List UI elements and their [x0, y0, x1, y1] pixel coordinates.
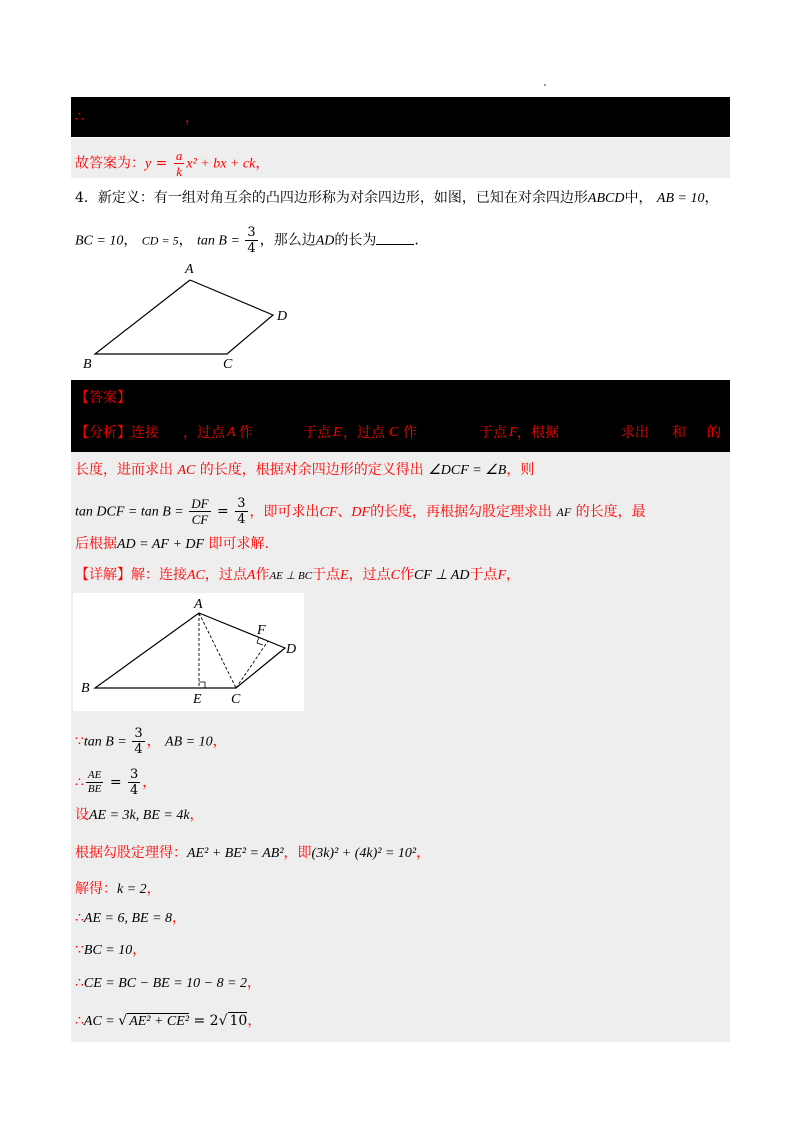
problem-line-1: 4．新定义：有一组对角互余的凸四边形称为对余四边形，如图，已知在对余四边形ABCD中， AB = 10，	[75, 190, 719, 206]
label-f: F	[257, 623, 266, 638]
label-b: B	[83, 357, 92, 372]
analysis-line-1: 长度，进而求出 AC 的长度，根据对余四边形的定义得出 ∠DCF = ∠B，则	[75, 462, 535, 478]
altitude-cf	[236, 641, 268, 688]
label-e: E	[193, 692, 202, 707]
bar-comma: ，	[185, 110, 199, 126]
quadrilateral-abcd	[95, 280, 273, 354]
analysis-line-2: tan DCF = tan B = $\frac{DF}{CF}$ = $\frac{3}{4}$ ，即可求出CF、DF的长度，再根据勾股定理求出 AF 的长度，最	[75, 496, 646, 527]
answer-blank	[376, 230, 414, 245]
step-5: 解得：k = 2，	[75, 881, 161, 897]
analysis-bar: 【分析】连接 ，过点 A 作 于点 E ，过点 C 作 于点 F ，根据 求出 和 的	[71, 412, 730, 452]
label-a: A	[194, 597, 203, 612]
step-9: ∴AC = √ AE² + CE² = 2√ 10，	[75, 1013, 262, 1029]
label-c: C	[223, 357, 233, 372]
step-6: ∴AE = 6, BE = 8，	[75, 910, 187, 926]
label-a: A	[185, 262, 194, 277]
quadrilateral-figure	[75, 258, 305, 373]
diagonal-ac	[199, 613, 236, 688]
previous-answer-line: 故答案为：y = $\frac{a}{k}$ x² + bx + ck，	[75, 148, 270, 179]
step-1: ∵tan B = $\frac{3}{4}$ ， AB = 10，	[75, 726, 227, 757]
answer-label: 【答案】	[75, 390, 131, 406]
therefore-symbol: ∴	[75, 109, 84, 125]
detail-line: 【详解】解：连接AC，过点A作AE ⊥ BC于点E，过点C作CF ⊥ AD于点F，	[75, 567, 520, 583]
right-angle-e	[199, 682, 205, 688]
label-c: C	[231, 692, 241, 707]
step-4: 根据勾股定理得：AE² + BE² = AB²，即(3k)² + (4k)² = 10²，	[75, 845, 431, 861]
construction-figure	[73, 593, 304, 711]
analysis-line-3: 后根据AD = AF + DF 即可求解.	[75, 536, 269, 552]
label-d: D	[277, 309, 288, 324]
label-d: D	[286, 642, 297, 657]
label-b: B	[81, 681, 90, 696]
page-speck	[544, 84, 546, 86]
step-3: 设AE = 3k, BE = 4k，	[75, 807, 204, 823]
redacted-bar-top	[71, 97, 730, 137]
step-2: ∴ $\frac{AE}{BE}$ = $\frac{3}{4}$ ，	[75, 767, 157, 798]
step-8: ∴CE = BC − BE = 10 − 8 = 2，	[75, 975, 262, 991]
step-7: ∵BC = 10，	[75, 942, 147, 958]
answer-bar	[71, 380, 730, 412]
analysis-heading: 【分析】连接	[75, 425, 159, 441]
problem-line-2: BC = 10， CD = 5， tan B = $\frac{3}{4}$ ，那么边AD的长为 .	[75, 225, 419, 256]
